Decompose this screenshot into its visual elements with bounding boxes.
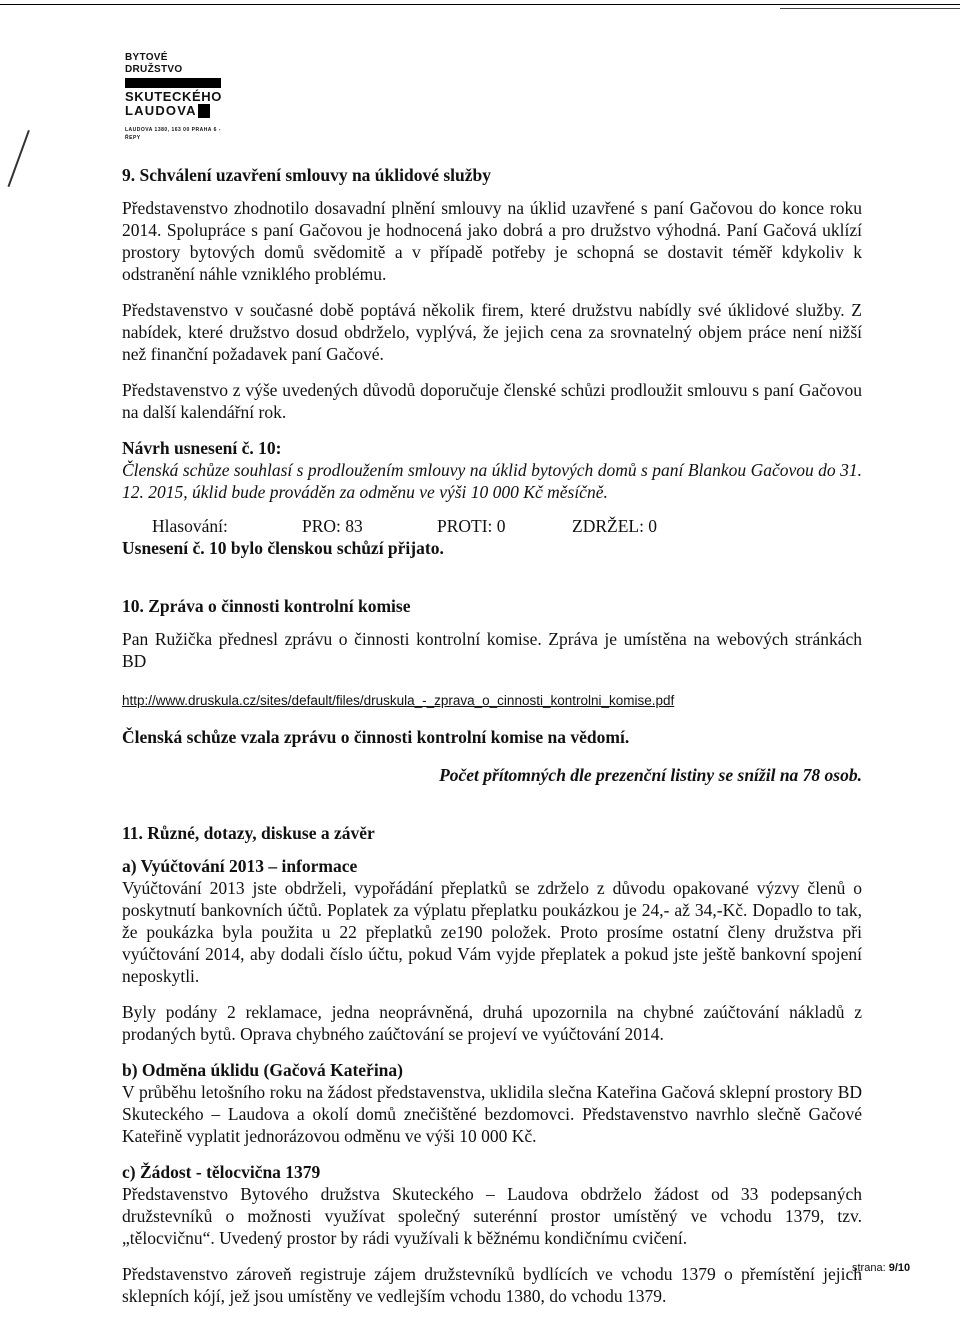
vote-row (122, 515, 862, 537)
section-10-paragraph-1: Pan Ružička přednesl zprávu o činnosti kontrolní komise. Zpráva je umístěna na webových stránkách BD (122, 629, 862, 671)
top-scan-rule (0, 4, 960, 5)
cooperative-logo (125, 52, 225, 142)
page-number (852, 1262, 910, 1274)
vote-pro: PRO: 83 (302, 516, 363, 536)
subsection-a-title: a) Vyúčtování 2013 – informace (122, 856, 358, 876)
subsection-a-paragraph-2: Byly podány 2 reklamace, jedna neoprávněná, druhá upozornila na chybné zaúčtování nákladů z prodaných bytů. Oprava chybného zaúčtování se projeví ve vyúčtování 2014. (122, 1002, 862, 1044)
proposal-title: Návrh usnesení č. 10: (122, 438, 282, 458)
logo-bar (125, 78, 221, 88)
subsection-a-paragraph-1: Vyúčtování 2013 jste obdrželi, vypořádání přeplatků se zdrželo z důvodu opakované výzvy členů o poskytnutí bankovních účtů. Poplatek za výplatu přeplatku poukázkou je 24,- až 34,-Kč. Dopadlo to tak, že poukázka byla použita u 22 přeplatků ze190 položek. Proto prosíme ostatní členy družstva při vyúčtování 2014, aby dodali číslo účtu, pokud Vám vyjde přeplatek a pokud jste ještě bankovní spojení neposkytli. (122, 878, 862, 986)
section-9-paragraph-1: Představenstvo zhodnotilo dosavadní plnění smlouvy na úklid uzavřené s paní Gačovou do konce roku 2014. Spolupráce s paní Gačovou je hodnocená jako dobrá a pro družstvo výhodná. Paní Gačová uklízí prostory bytových domů svědomitě a v případě potřeby je schopná se dostavit téměř kdykoliv k odstranění náhle vzniklého problému. (122, 198, 862, 284)
subsection-c-paragraph-2: Představenstvo zároveň registruje zájem družstevníků bydlících ve vchodu 1379 o přemístění jejich sklepních kójí, jež jsou umístěny ve vedlejším vchodu 1380, do vchodu 1379. (122, 1264, 862, 1306)
section-10-conclusion: Členská schůze vzala zprávu o činnosti kontrolní komise na vědomí. (122, 727, 630, 747)
section-9-heading: 9. Schválení uzavření smlouvy na úklidové služby (122, 165, 492, 185)
document-body (122, 164, 862, 1307)
vote-label: Hlasování: (152, 516, 228, 536)
logo-block (198, 104, 210, 118)
subsection-b-title: b) Odměna úklidu (Gačová Kateřina) (122, 1060, 403, 1080)
subsection-c-title: c) Žádost - tělocvična 1379 (122, 1162, 321, 1182)
logo-line-2: SKUTECKÉHO (125, 89, 223, 104)
resolution-result: Usnesení č. 10 bylo členskou schůzí přijato. (122, 538, 444, 558)
top-scan-rule-secondary (780, 8, 960, 9)
page-number-label: strana: (852, 1262, 886, 1274)
logo-line-3-wrap (125, 104, 225, 118)
vote-proti: PROTI: 0 (437, 516, 506, 536)
section-9-paragraph-3: Představenstvo z výše uvedených důvodů doporučuje členské schůzi prodloužit smlouvu s paní Gačovou na další kalendářní rok. (122, 380, 862, 422)
subsection-c-paragraph-1: Představenstvo Bytového družstva Skuteckého – Laudova obdrželo žádost od 33 podepsaných družstevníků o možnosti využívat společný suterénní prostor umístěný ve vchodu 1379, tzv. „tělocvičnu“. Uvedený prostor by rádi využívali k běžnému kondičnímu cvičení. (122, 1184, 862, 1248)
vote-zdrzel: ZDRŽEL: 0 (572, 516, 658, 536)
section-10-heading: 10. Zpráva o činnosti kontrolní komise (122, 596, 411, 616)
scan-margin-mark (7, 130, 29, 187)
page-number-value: 9/10 (888, 1262, 911, 1274)
proposal-text: Členská schůze souhlasí s prodloužením smlouvy na úklid bytových domů s paní Blankou Gačovou do 31. 12. 2015, úklid bude prováděn za odměnu ve výši 10 000 Kč měsíčně. (122, 460, 862, 502)
report-link[interactable]: http://www.druskula.cz/sites/default/files/druskula_-_zprava_o_cinnosti_kontrolni_komise.pdf (122, 693, 675, 708)
attendance-note: Počet přítomných dle prezenční listiny se snížil na 78 osob. (439, 765, 862, 785)
section-9-paragraph-2: Představenstvo v současné době poptává několik firem, které družstvu nabídly své úklidové služby. Z nabídek, které družstvo dosud obdrželo, vyplývá, že jejich cena za srovnatelný objem práce není nižší než finanční požadavek paní Gačové. (122, 300, 862, 364)
logo-line-1: BYTOVÉ DRUŽSTVO (125, 52, 183, 75)
subsection-b-paragraph-1: V průběhu letošního roku na žádost představenstva, uklidila slečna Kateřina Gačová sklepní prostory BD Skuteckého – Laudova a okolí domů znečištěné bezdomovci. Představenstvo navrhlo slečně Gačové Kateřině vyplatit jednorázovou odměnu ve výši 10 000 Kč. (122, 1082, 862, 1146)
logo-line-3: LAUDOVA (125, 103, 197, 118)
section-11-heading: 11. Různé, dotazy, diskuse a závěr (122, 823, 375, 843)
logo-address: LAUDOVA 1380, 163 00 PRAHA 6 - ŘEPY (125, 127, 221, 141)
